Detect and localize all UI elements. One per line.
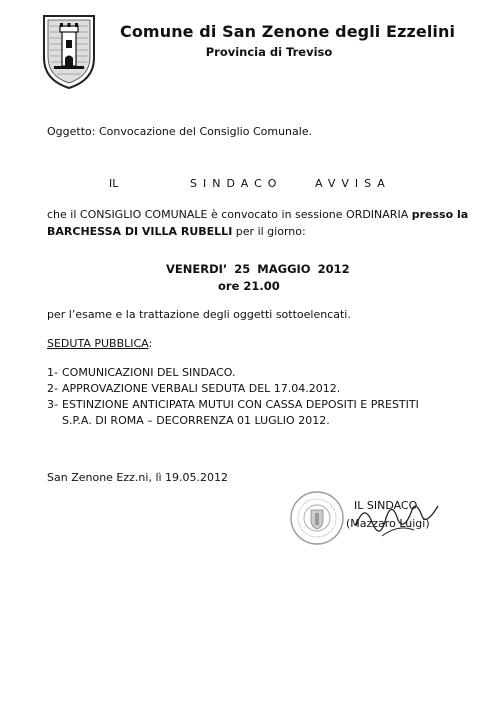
notice-word-il: IL — [109, 177, 119, 190]
agenda-item — [47, 396, 419, 413]
official-stamp-icon — [289, 490, 345, 546]
body-line-1-text: che il CONSIGLIO COMUNALE è convocato in sessione ORDINARIA — [47, 208, 412, 221]
body-line-2-text: per il giorno: — [232, 225, 306, 238]
meeting-time: ore 21.00 — [218, 279, 280, 293]
agenda-text: ESTINZIONE ANTICIPATA MUTUI CON CASSA DEPOSITI E PRESTITI — [62, 398, 419, 411]
session-colon: : — [148, 337, 153, 350]
agenda-text: APPROVAZIONE VERBALI SEDUTA DEL 17.04.2012. — [62, 382, 341, 395]
agenda-item — [47, 380, 340, 397]
session-label: SEDUTA PUBBLICA — [47, 337, 149, 350]
venue-name: BARCHESSA DI VILLA RUBELLI — [47, 225, 233, 238]
subject-line: Oggetto: Convocazione del Consiglio Comunale. — [47, 125, 313, 138]
handwritten-signature-icon — [352, 496, 442, 540]
body-line-1-bold: presso la — [411, 208, 469, 221]
meeting-date: VENERDI’ 25 MAGGIO 2012 — [166, 262, 350, 276]
session-heading — [47, 335, 152, 352]
body-line-1 — [47, 206, 468, 223]
agenda-number: 1- — [47, 366, 58, 379]
place-date: San Zenone Ezz.ni, lì 19.05.2012 — [47, 471, 229, 484]
signature-title: IL SINDACO — [354, 499, 418, 512]
agenda-number: 3- — [47, 398, 58, 411]
intro-line: per l’esame e la trattazione degli oggetti sottoelencati. — [47, 308, 351, 321]
agenda-item-continuation: S.P.A. DI ROMA – DECORRENZA 01 LUGLIO 2012. — [62, 414, 330, 427]
agenda-text: COMUNICAZIONI DEL SINDACO. — [62, 366, 236, 379]
notice-word-avvisa: AVVISA — [315, 177, 391, 190]
body-line-2 — [47, 223, 306, 240]
agenda-number: 2- — [47, 382, 58, 395]
notice-word-sindaco: SINDACO — [190, 177, 283, 190]
signature-name: (Mazzaro Luigi) — [346, 517, 430, 530]
municipality-title: Comune di San Zenone degli Ezzelini — [120, 22, 456, 41]
agenda-item — [47, 364, 235, 381]
province-subtitle: Provincia di Treviso — [205, 45, 333, 59]
